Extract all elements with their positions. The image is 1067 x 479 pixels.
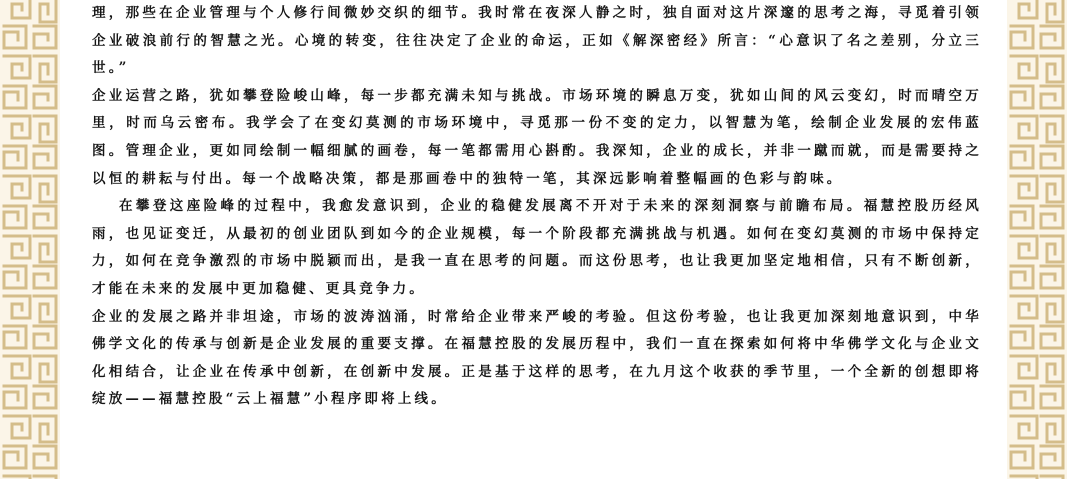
article-paragraph-1: 理，那些在企业管理与个人修行间微妙交织的细节。我时常在夜深人静之时，独自面对这片深邃的思考之海，寻觅着引领企业破浪前行的智慧之光。心境的转变，往往决定了企业的命运，正如《解深密经》所言：“心意识了名之差别，分立三世。” bbox=[92, 5, 982, 77]
article-paragraph-3: 在攀登这座险峰的过程中，我愈发意识到，企业的稳健发展离不开对于未来的深刻洞察与前瞻布局。福慧控股历经风雨，也见证变迁，从最初的创业团队到如今的企业规模，每一个阶段都充满挑战与机遇。如何在变幻莫测的市场中保持定力，如何在竞争激烈的市场中脱颖而出，是我一直在思考的问题。而这份思考，也让我更加坚定地相信，只有不断创新，才能在未来的发展中更加稳健、更具竞争力。 bbox=[92, 198, 982, 297]
article-paragraph-4: 企业的发展之路并非坦途，市场的波涛汹涌，时常给企业带来严峻的考验。但这份考验，也让我更加深刻地意识到，中华佛学文化的传承与创新是企业发展的重要支撑。在福慧控股的发展历程中，我们一直在探索如何将中华佛学文化与企业文化相结合，让企业在传承中创新，在创新中发展。正是基于这样的思考，在九月这个收获的季节里，一个全新的创想即将绽放——福慧控股“云上福慧”小程序即将上线。 bbox=[92, 308, 982, 408]
article-body bbox=[92, 0, 982, 414]
left-fret-pattern bbox=[0, 0, 60, 479]
article-paragraph-2: 企业运营之路，犹如攀登险峻山峰，每一步都充满未知与挑战。市场环境的瞬息万变，犹如山间的风云变幻，时而晴空万里，时而乌云密布。我学会了在变幻莫测的市场环境中，寻觅那一份不变的定力，以智慧为笔，绘制企业发展的宏伟蓝图。管理企业，更如同绘制一幅细腻的画卷，每一笔都需用心斟酌。我深知，企业的成长，并非一蹴而就，而是需要持之以恒的耕耘与付出。每一个战略决策，都是那画卷中的独特一笔，其深远影响着整幅画的色彩与韵味。 bbox=[92, 87, 982, 187]
right-fret-pattern bbox=[1007, 0, 1067, 479]
left-decorative-border bbox=[0, 0, 60, 479]
right-decorative-border bbox=[1007, 0, 1067, 479]
